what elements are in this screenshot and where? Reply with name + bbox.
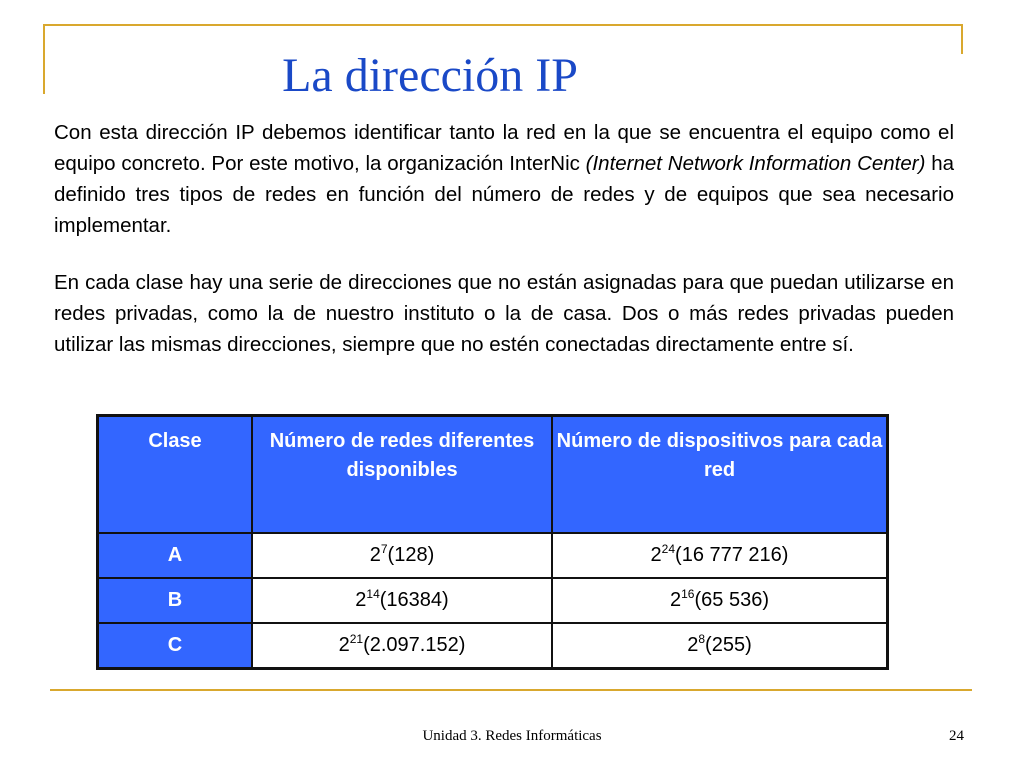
top-decorative-rule bbox=[43, 24, 963, 26]
table-row bbox=[98, 533, 888, 578]
header-num-dispositivos: Número de dispositivos para cada red bbox=[552, 416, 888, 534]
networks-cell: $2^7(128)$ bbox=[252, 533, 552, 578]
footer-unit-title: Unidad 3. Redes Informáticas bbox=[422, 728, 602, 744]
right-decorative-rule bbox=[961, 24, 963, 54]
slide-title: La dirección IP bbox=[282, 49, 578, 102]
ip-classes-table bbox=[96, 414, 889, 670]
table-row bbox=[98, 623, 888, 669]
table-header-row bbox=[98, 416, 888, 534]
header-num-redes: Número de redes diferentes disponibles bbox=[252, 416, 552, 534]
networks-cell: $2^{21}(2.097.152)$ bbox=[252, 623, 552, 669]
devices-cell: $2^8(255)$ bbox=[552, 623, 888, 669]
paragraph-internic-start: Con esta dirección IP debemos identificar tanto la red en la que se encuentra el equipo como el equipo concreto. Por este motivo, la organización InterNic bbox=[54, 121, 954, 175]
paragraph-internic bbox=[54, 117, 954, 241]
paragraph-internic-end: ha definido tres tipos de redes en función del número de redes y de equipos que sea necesario implementar. bbox=[54, 152, 955, 237]
class-cell: C bbox=[98, 623, 253, 669]
table-row bbox=[98, 578, 888, 623]
paragraph-private-networks: En cada clase hay una serie de direcciones que no están asignadas para que puedan utilizarse en redes privadas, como la de nuestro instituto o la de casa. Dos o más redes privadas pueden utilizar las mismas direcciones, siempre que no estén conectadas directamente entre sí. bbox=[54, 271, 954, 356]
devices-cell: $2^{24}(16$ 777 216) bbox=[552, 533, 888, 578]
devices-cell: $2^{16}(65$ 536) bbox=[552, 578, 888, 623]
class-cell: A bbox=[98, 533, 253, 578]
page-number: 24 bbox=[949, 728, 964, 744]
internic-expansion: (Internet Network Information Center) bbox=[585, 152, 926, 175]
header-clase: Clase bbox=[98, 416, 253, 534]
networks-cell: $2^{14}(16384)$ bbox=[252, 578, 552, 623]
bottom-decorative-rule bbox=[50, 689, 972, 691]
class-cell: B bbox=[98, 578, 253, 623]
